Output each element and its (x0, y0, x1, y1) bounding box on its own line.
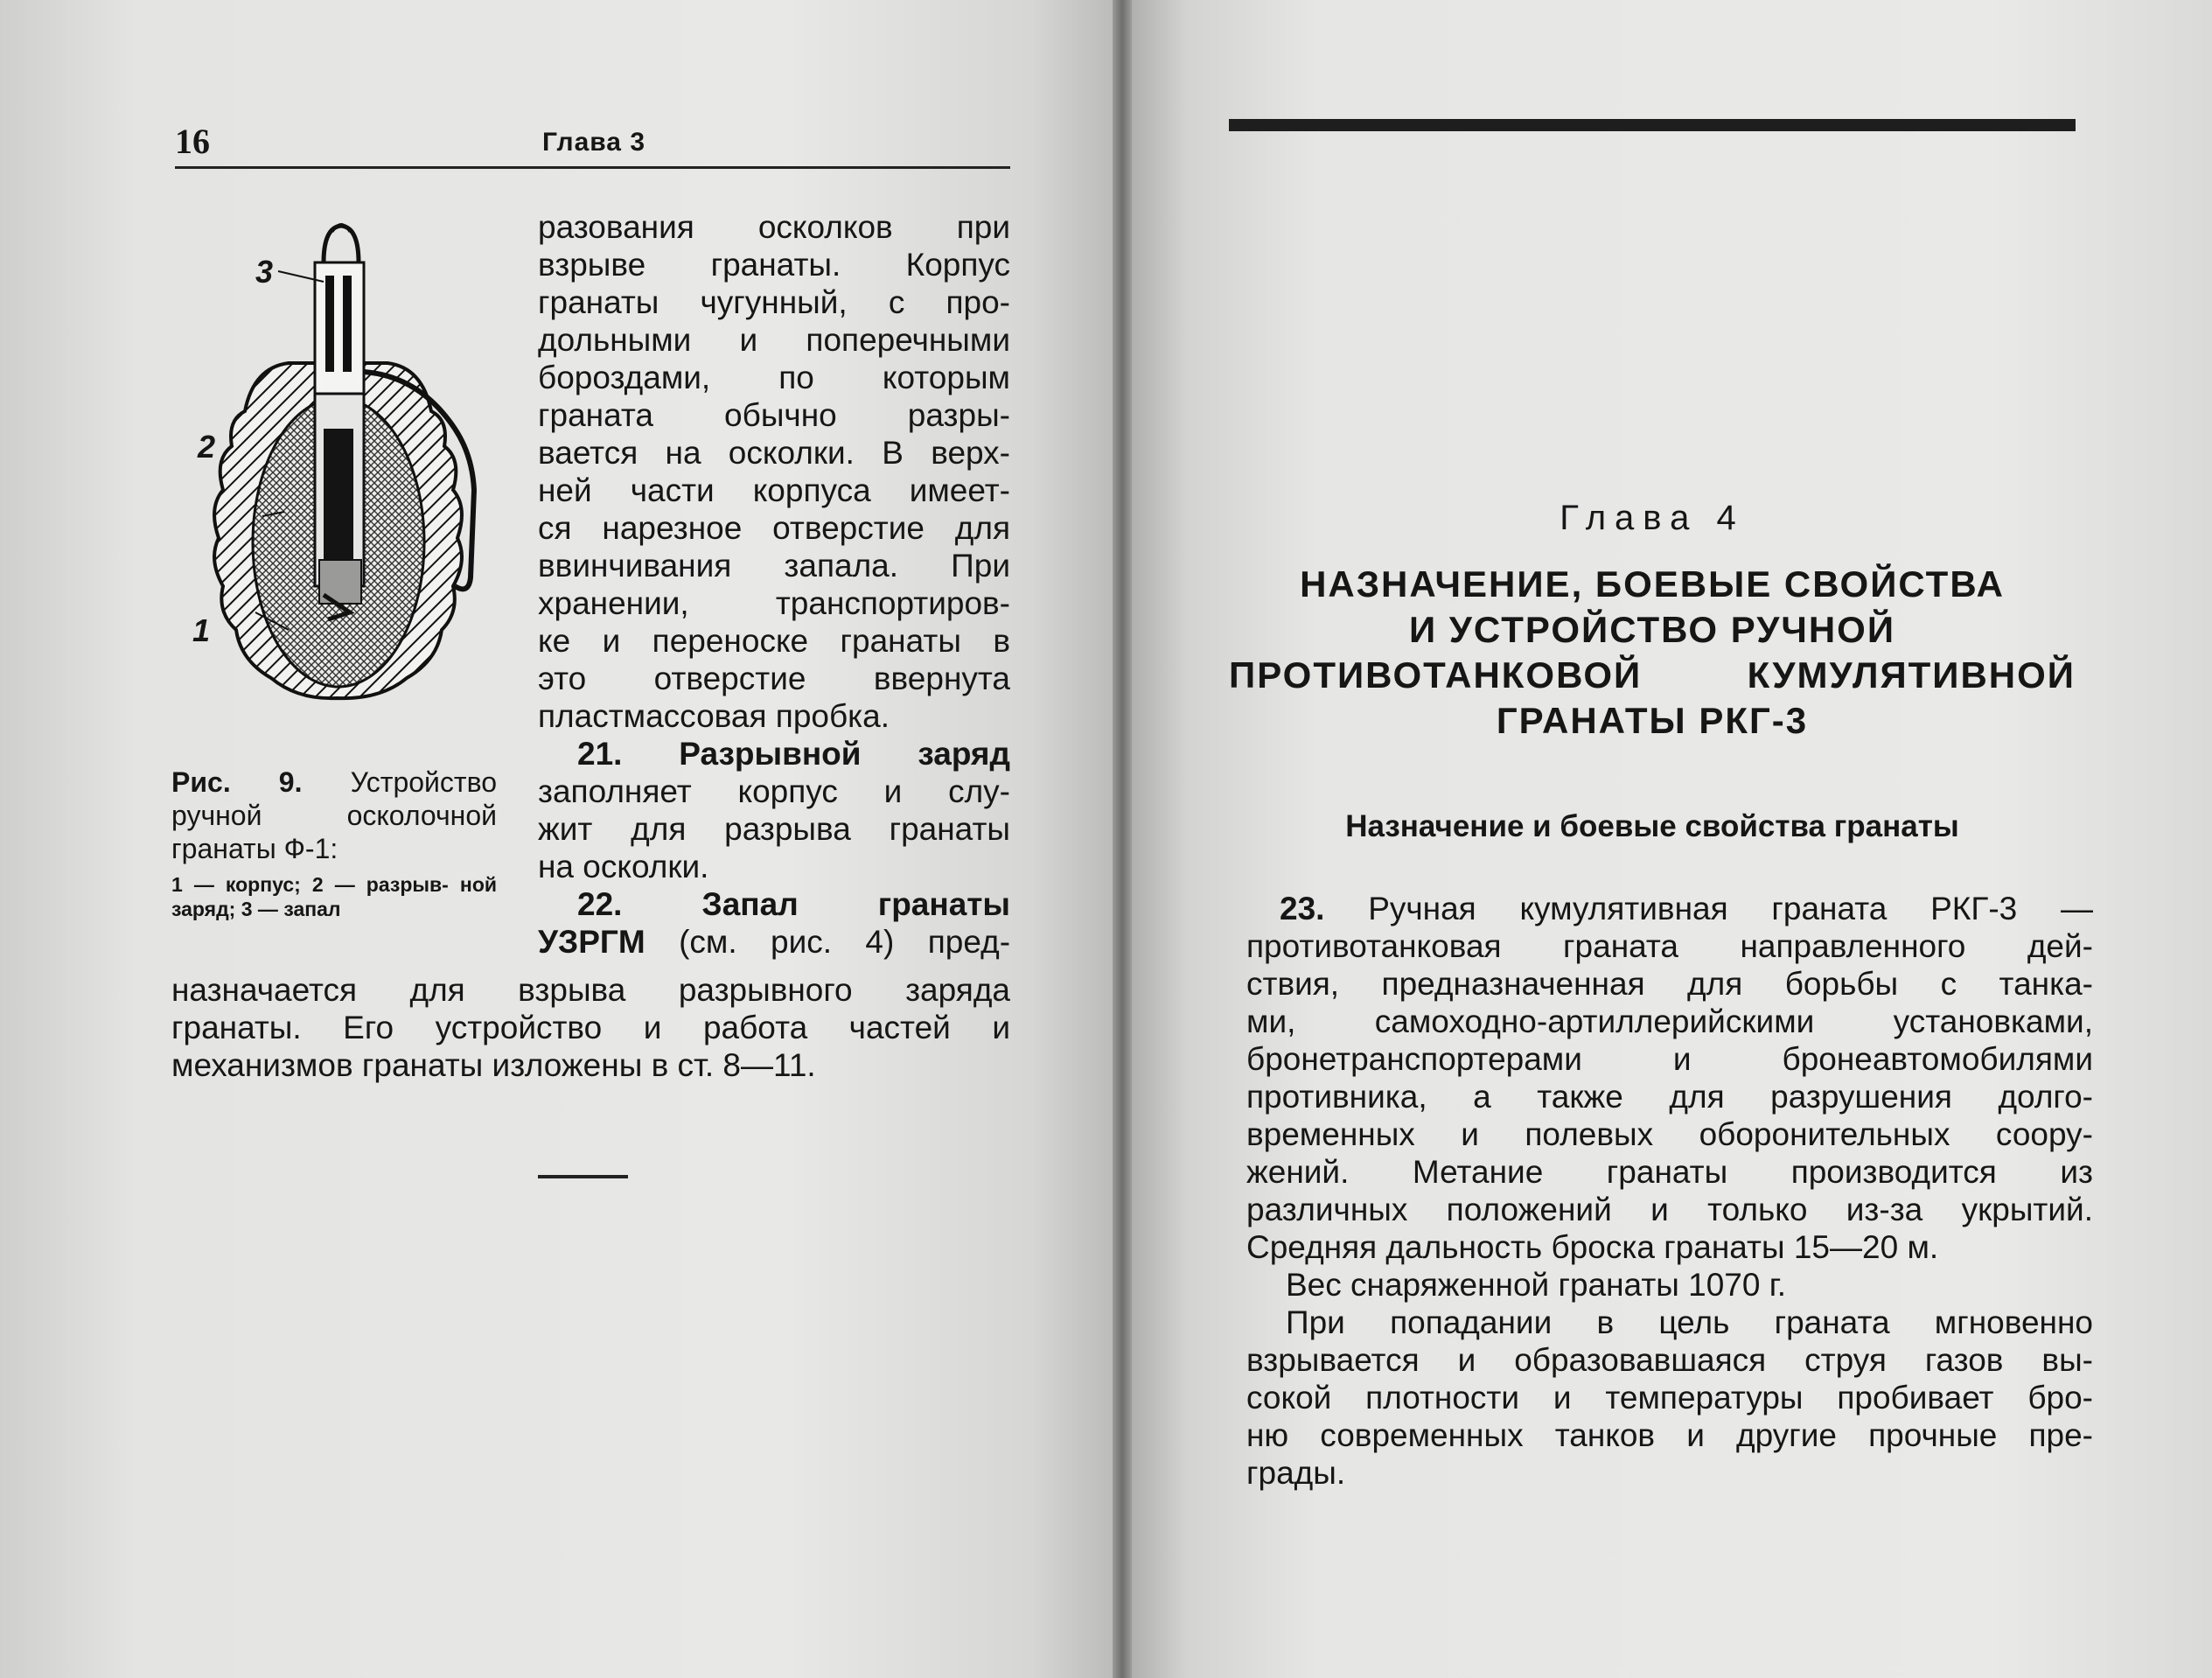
text-line: граната обычно разры- (538, 397, 1010, 433)
callout-1: 1 (192, 612, 211, 648)
text-line: пластмассовая пробка. (538, 698, 890, 734)
text-line: взрыве гранаты. Корпус (538, 247, 1010, 283)
legend-item: ной заряд; (171, 873, 498, 920)
legend-item: 2 — разрыв- (311, 873, 449, 896)
text-line: ню современных танков и другие прочные пре- (1246, 1417, 2093, 1453)
grenade-cross-section-illustration (192, 210, 507, 752)
para-number: 21. (577, 736, 623, 772)
para-number: 23. (1280, 891, 1325, 926)
text-line: на осколки. (538, 849, 709, 884)
callout-2: 2 (198, 429, 216, 465)
text-fragment: Ручная кумулятивная граната РКГ-3 — (1368, 891, 2094, 926)
text-line: бороздами, по которым (538, 360, 1010, 395)
text-line: жений. Метание гранаты производится из (1246, 1154, 2093, 1190)
text-line: ми, самоходно-артиллерийскими установками, (1246, 1003, 2093, 1039)
chapter-top-bar (1229, 119, 2076, 131)
text-line: хранении, транспортиров- (538, 585, 1010, 621)
para-21-heading (538, 735, 1010, 773)
chapter-title (1229, 562, 2076, 744)
left-column-text (538, 208, 1010, 961)
title-line: ГРАНАТЫ РКГ-3 (1496, 700, 1809, 741)
para-22-heading (538, 885, 1010, 923)
text-line: вается на осколки. В верх- (538, 435, 1010, 471)
text-line: ствия, предназначенная для борьбы с танка- (1246, 966, 2093, 1002)
text-line: дольными и поперечными (538, 322, 1010, 358)
text-line: гранаты чугунный, с про- (538, 284, 1010, 320)
title-line: И УСТРОЙСТВО РУЧНОЙ (1408, 609, 1896, 650)
text-line: ся нарезное отверстие для (538, 510, 1010, 546)
legend-item: 3 — запал (241, 898, 341, 920)
legend-item: 1 — корпус; (171, 873, 301, 896)
para-heading: Разрывной заряд (679, 736, 1011, 772)
running-head (175, 121, 1010, 169)
text-line: жит для разрыва гранаты (538, 811, 1010, 847)
text-line: временных и полевых оборонительных соору- (1246, 1116, 2093, 1152)
left-full-width-text (171, 971, 1010, 1084)
text-line: это отверстие ввернута (538, 661, 1010, 696)
section-heading: Назначение и боевые свойства гранаты (1345, 809, 1959, 843)
text-line: Средняя дальность броска гранаты 15—20 м. (1246, 1229, 1939, 1265)
text-line: механизмов гранаты изложены в ст. 8—11. (171, 1047, 816, 1083)
title-line: НАЗНАЧЕНИЕ, БОЕВЫЕ СВОЙСТВА (1300, 563, 2005, 605)
text-line: ке и переноске гранаты в (538, 623, 1010, 659)
right-page-text (1246, 890, 2093, 1492)
text-line: ввинчивания запала. При (538, 548, 1010, 584)
book-gutter (1113, 0, 1132, 1678)
text-line: бронетранспортерами и бронеавтомобилями (1246, 1041, 2093, 1077)
para-23-first-line (1246, 890, 2093, 927)
chapter-heading: Глава 4 (1560, 499, 1745, 537)
running-head-chapter: Глава 3 (542, 128, 646, 157)
text-line: заполняет корпус и слу- (538, 773, 1010, 809)
text-line: грады. (1246, 1455, 1346, 1491)
figure-caption (171, 766, 497, 921)
end-rule (538, 1175, 628, 1178)
text-line: различных положений и только из-за укрытий. (1246, 1192, 2093, 1227)
text-fragment: (см. рис. 4) пред- (679, 924, 1011, 960)
para-number: 22. (577, 886, 623, 922)
fuse-model: УЗРГМ (538, 924, 645, 960)
grenade-f1-figure (192, 210, 507, 752)
page-number: 16 (175, 122, 210, 161)
caption-text: Устройство ручной осколочной гранаты Ф-1: (171, 766, 498, 864)
text-line: гранаты. Его устройство и работа частей и (171, 1010, 1010, 1045)
weight-line: Вес снаряженной гранаты 1070 г. (1286, 1267, 1786, 1303)
text-line: разования осколков при (538, 209, 1010, 245)
text-line: ней части корпуса имеет- (538, 472, 1010, 508)
text-line: При попадании в цель граната мгновенно (1286, 1304, 2093, 1340)
caption-main (171, 766, 497, 865)
text-line: сокой плотности и температуры пробивает бро- (1246, 1380, 2093, 1416)
text-line: противотанковая граната направленного дей- (1246, 928, 2093, 964)
title-line: ПРОТИВОТАНКОВОЙ КУМУЛЯТИВНОЙ (1229, 654, 2076, 696)
para-heading-word: гранаты (877, 886, 1011, 922)
caption-legend (171, 872, 497, 921)
para-heading-word: Запал (701, 886, 799, 922)
caption-label: Рис. 9. (171, 766, 303, 798)
text-line: взрывается и образовавшаяся струя газов вы- (1246, 1342, 2093, 1378)
para-22-line-2 (538, 923, 1010, 961)
text-line: назначается для взрыва разрывного заряда (171, 972, 1010, 1008)
callout-3: 3 (255, 254, 274, 290)
text-line: противника, а также для разрушения долго- (1246, 1079, 2093, 1115)
